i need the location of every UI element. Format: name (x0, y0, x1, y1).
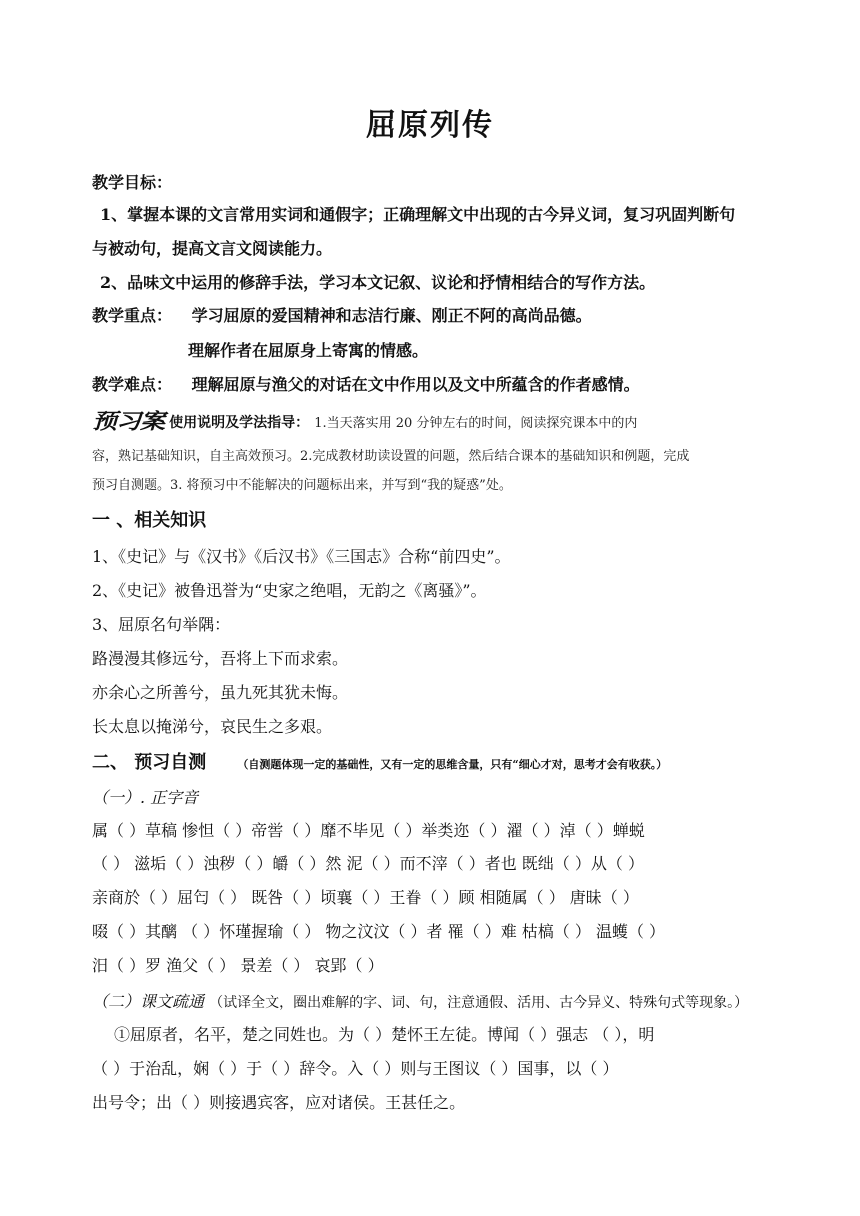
goal-1-line-a: 1、掌握本课的文言常用实词和通假字；正确理解文中出现的古今异义词，复习巩固判断句 (100, 205, 736, 224)
pronunciation-row-5: 汨（ ）罗 渔父（ ） 景差（ ） 哀郢（ ） (92, 956, 384, 975)
document-title: 屈原列传 (366, 108, 494, 143)
passage-line-1: ①屈原者，名平，楚之同姓也。为（ ）楚怀王左徒。博闻（ ）强志 （ ），明 (114, 1025, 655, 1044)
key-points (92, 303, 797, 326)
quote-1: 路漫漫其修远兮，吾将上下而求索。 (92, 649, 349, 668)
quote-2: 亦余心之所善兮，虽九死其犹未悔。 (92, 683, 349, 702)
preview-instr-c: 预习自测题。3. 将预习中不能解决的问题标出来，并写到“我的疑惑”处。 (92, 478, 512, 493)
section-2-heading: 二、 预习自测 (92, 752, 207, 773)
subsection-translation-note: （试译全文，圈出难解的字、词、句，注意通假、活用、古今异义、特殊句式等现象。） (209, 995, 749, 1011)
section-2-header (92, 748, 797, 774)
difficulty-text: 理解屈原与渔父的对话在文中作用以及文中所蕴含的作者感情。 (191, 375, 640, 394)
subsection-pronunciation: （一）. 正字音 (92, 788, 199, 807)
knowledge-1: 1、《史记》与《汉书》《后汉书》《三国志》合称“前四史”。 (92, 547, 511, 566)
passage-line-3: 出号令；出（ ）则接遇宾客，应对诸侯。王甚任之。 (92, 1093, 466, 1112)
preview-logo: 预习案 (92, 408, 165, 434)
pronunciation-row-3: 亲商於（ ）屈匄（ ） 既咎（ ）顷襄（ ）王眷（ ）顾 相随属（ ） 唐昧（ ） (92, 888, 639, 907)
difficulty-label: 教学难点： (92, 375, 173, 394)
pronunciation-row-2: （ ） 滋垢（ ）浊秽（ ）皭（ ）然 泥（ ）而不滓（ ）者也 既绌（ ）从（ ） (92, 854, 644, 873)
key-points-label: 教学重点： (92, 306, 173, 325)
goal-1-line-b: 与被动句，提高文言文阅读能力。 (92, 239, 333, 258)
key-point-1: 学习屈原的爱国精神和志洁行廉、刚正不阿的高尚品德。 (191, 306, 592, 325)
quote-3: 长太息以掩涕兮，哀民生之多艰。 (92, 717, 333, 736)
difficulty (92, 372, 797, 395)
pronunciation-row-1: 属（ ）草稿 惨怛（ ）帝喾（ ）靡不毕见（ ）举类迩（ ）濯（ ）淖（ ）蝉蜕 (92, 821, 645, 840)
subsection-translation (92, 989, 797, 1012)
section-1-heading: 一 、相关知识 (92, 510, 207, 531)
knowledge-3: 3、屈原名句举隅： (92, 615, 231, 634)
key-point-2: 理解作者在屈原身上寄寓的情感。 (188, 341, 429, 360)
goals-heading: 教学目标： (92, 173, 173, 192)
knowledge-2: 2、《史记》被鲁迅誉为“史家之绝唱，无韵之《离骚》”。 (92, 581, 487, 600)
preview-instructions (92, 402, 797, 438)
preview-instr-label: 使用说明及学法指导： (169, 415, 310, 431)
preview-instr-b: 容，熟记基础知识，自主高效预习。2.完成教材助读设置的问题，然后结合课本的基础知识和例题，完成 (92, 449, 690, 464)
pronunciation-row-4: 啜（ ）其醨 （ ）怀瑾握瑜（ ） 物之汶汶（ ）者 罹（ ）难 枯槁（ ） 温蠖（ ） (92, 922, 666, 941)
passage-line-2: （ ）于治乱，娴（ ）于（ ）辞令。入（ ）则与王图议（ ）国事，以（ ） (92, 1059, 619, 1078)
preview-instr-a: 1.当天落实用 20 分钟左右的时间，阅读探究课本中的内 (314, 416, 638, 431)
section-2-note: （自测题体现一定的基础性，又有一定的思维含量，只有“细心才对，思考才会有收获。） (237, 758, 668, 771)
subsection-translation-title: （二）课文疏通 (92, 992, 205, 1011)
goal-2: 2、品味文中运用的修辞手法，学习本文记叙、议论和抒情相结合的写作方法。 (100, 273, 656, 292)
